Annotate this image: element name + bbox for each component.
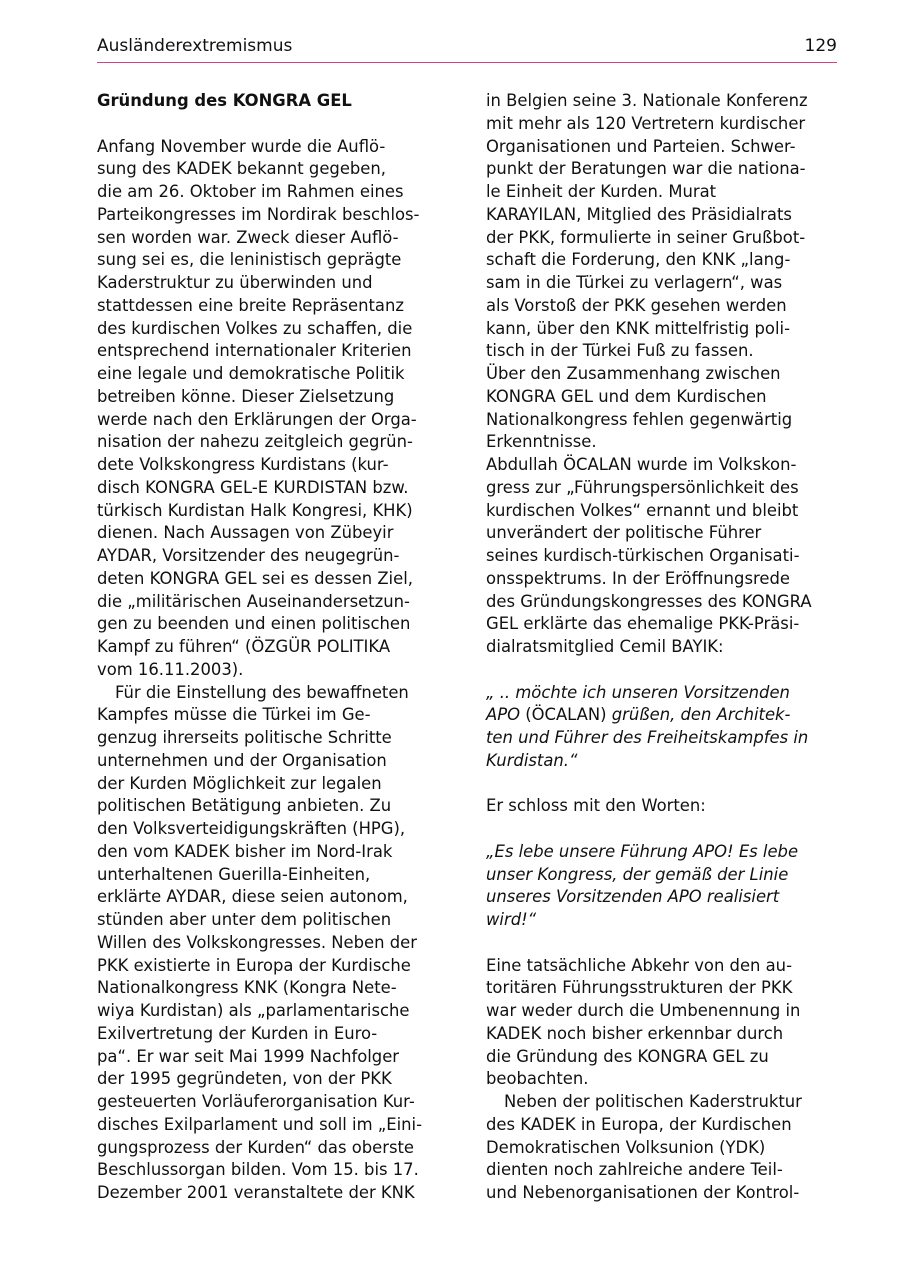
right-column [486, 90, 851, 1205]
left-column [97, 90, 462, 1205]
page-header [97, 34, 837, 62]
paragraph-7: Eine tatsächliche Abkehr von den au- toritären Führungsstrukturen der PKK war weder durch die Umbenennung in KADEK noch bisher erkennbar durch die Gründung des KONGRA GEL zu beobachten. [486, 955, 801, 1089]
paragraph-3: in Belgien seine 3. Nationale Konferenz mit mehr als 120 Vertretern kurdischer Organisationen und Parteien. Schwer- punkt der Beratungen war die nationa- le Einheit der Kurden. Murat KARAYILAN, Mitglied des Präsidialrats der PKK, formulierte in seiner Grußbot- schaft die Forderung, den KNK „lang- sam in die Türkei zu verlagern“, was als Vorstoß der PKK gesehen werden kann, über den KNK mittelfristig poli- tisch in der Türkei Fuß zu fassen. [486, 91, 808, 361]
page-number: 129 [804, 36, 837, 56]
header-rule [97, 62, 837, 63]
paragraph-5: Abdullah ÖCALAN wurde im Volkskon- gress zur „Führungspersönlichkeit des kurdischen Volkes“ ernannt und bleibt unverändert der politische Führer seines kurdisch-türkischen Organisati- onsspektrums. In der Eröffnungsrede des Gründungskongresses des KONGRA GEL erklärte das ehemalige PKK-Präsi- dialratsmitglied Cemil BAYIK: [486, 455, 812, 656]
quote-1-part-a: „ .. möchte ich unseren Vorsitzenden APO [486, 682, 790, 725]
paragraph-2: Für die Einstellung des bewaffneten Kampfes müsse die Türkei im Ge- genzug ihrerseits politische Schritte unternehmen und der Organisation der Kurden Möglichkeit zur legalen politischen Betätigung anbieten. Zu den Volksverteidigungskräften (HPG), den vom KADEK bisher im Nord-Irak unterhaltenen Guerilla-Einheiten, erklärte AYDAR, diese seien autonom, stünden aber unter dem politischen Willen des Volkskongresses. Neben der PKK existierte in Europa der Kurdische Nationalkongress KNK (Kongra Nete- wiya Kurdistan) als „parlamentarische Exilvertretung der Kurden in Euro- pa“. Er war seit Mai 1999 Nachfolger der 1995 gegründeten, von der PKK gesteuerten Vorläuferorganisation Kur- disches Exilparlament und soll im „Eini- gungsprozess der Kurden“ das oberste Beschlussorgan bilden. Vom 15. bis 17. Dezember 2001 veranstaltete der KNK [97, 682, 423, 1202]
quote-2: „Es lebe unsere Führung APO! Es lebe unser Kongress, der gemäß der Linie unseres Vorsitzenden APO realisiert wird!“ [486, 841, 799, 929]
quote-1 [486, 682, 851, 773]
paragraph-1: Anfang November wurde die Auflö- sung des KADEK bekannt gegeben, die am 26. Oktober im Rahmen eines Parteikongresses im Nordirak beschlos- sen worden war. Zweck dieser Auflö- sung sei es, die leninistisch geprägte Kaderstruktur zu überwinden und stattdessen eine breite Repräsentanz des kurdischen Volkes zu schaffen, die entsprechend internationaler Kriterien eine legale und demokratische Politik betreiben könne. Dieser Zielsetzung werde nach den Erklärungen der Orga- nisation der nahezu zeitgleich gegrün- dete Volkskongress Kurdistans (kur- disch KONGRA GEL-E KURDISTAN bzw. türkisch Kurdistan Halk Kongresi, KHK) dienen. Nach Aussagen von Zübeyir AYDAR, Vorsitzender des neugegrün- deten KONGRA GEL sei es dessen Ziel, die „militärischen Auseinandersetzun- gen zu beenden und einen politischen Kampf zu führen“ (ÖZGÜR POLITIKA vom 16.11.2003). [97, 136, 420, 679]
quote-1-part-b: (ÖCALAN) [525, 705, 607, 725]
section-heading: Gründung des KONGRA GEL [97, 91, 352, 110]
running-title: Ausländerextremismus [97, 36, 293, 56]
paragraph-4: Über den Zusammenhang zwischen KONGRA GEL und dem Kurdischen Nationalkongress fehlen gegenwärtig Erkenntnisse. [486, 364, 793, 452]
paragraph-8: Neben der politischen Kaderstruktur des KADEK in Europa, der Kurdischen Demokratischen Volksunion (YDK) dienten noch zahlreiche andere Teil- und Nebenorganisationen der Kontrol- [486, 1092, 802, 1202]
quote-1-part-c: grüßen, den Architek- ten und Führer des Freiheitskampfes in Kurdistan.“ [486, 705, 809, 770]
paragraph-6: Er schloss mit den Worten: [486, 796, 706, 816]
